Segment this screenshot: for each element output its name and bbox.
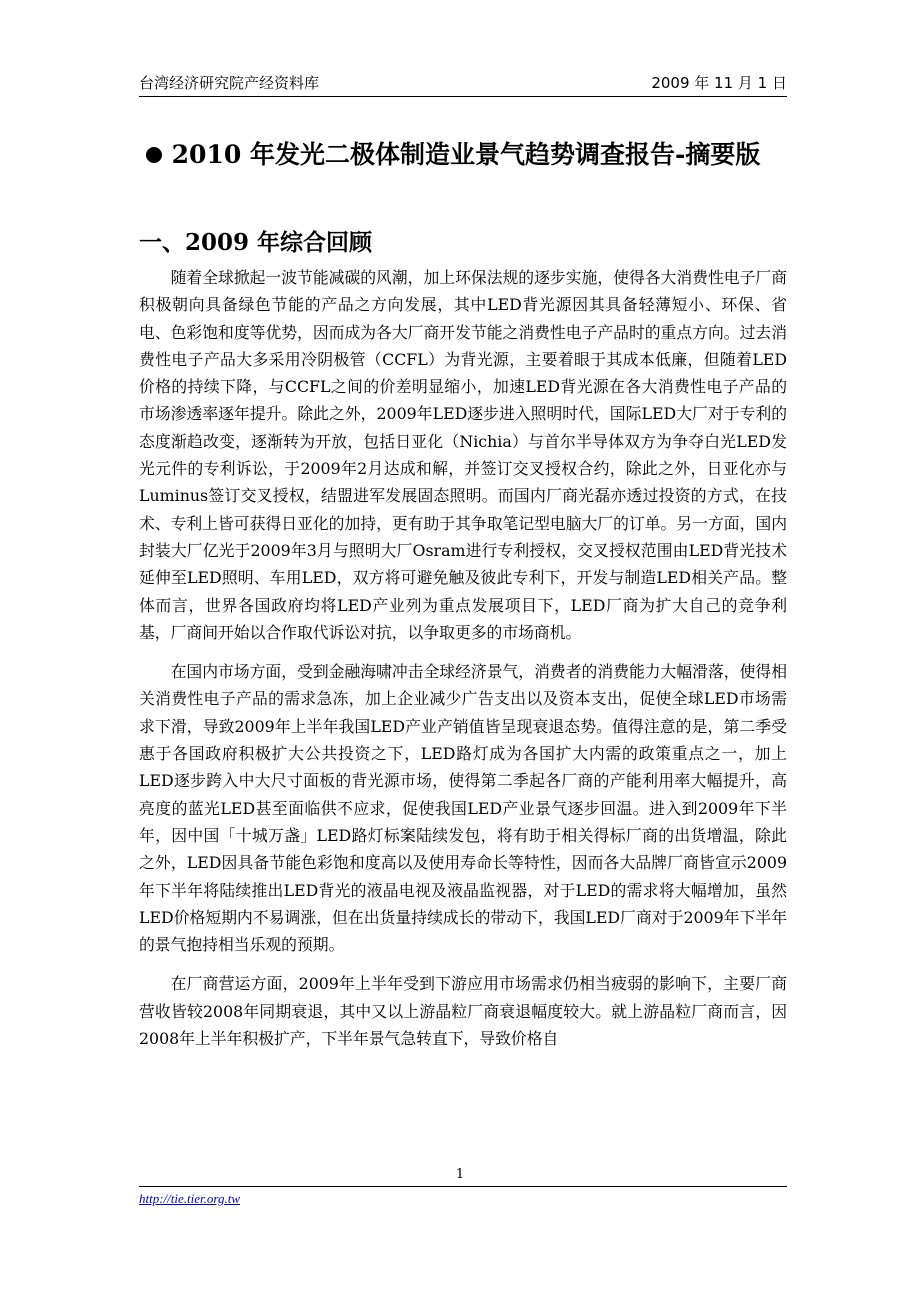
section-heading: 一、2009 年综合回顾 bbox=[139, 229, 373, 256]
page-number: 1 bbox=[455, 1167, 465, 1182]
paragraph-2: 在国内市场方面，受到金融海啸冲击全球经济景气，消费者的消费能力大幅滑落，使得相关消费性电子产品的需求急冻，加上企业减少广告支出以及资本支出，促使全球LED市场需求下滑，导致2009年上半年我国LED产业产销值皆呈现衰退态势。值得注意的是，第二季受惠于各国政府积极扩大公共投资之下，LED路灯成为各国扩大内需的政策重点之一，加上LED逐步跨入中大尺寸面板的背光源市场，使得第二季起各厂商的产能利用率大幅提升，高亮度的蓝光LED甚至面临供不应求，促使我国LED产业景气逐步回温。进入到2009年下半年，因中国「十城万盏」LED路灯标案陆续发包，将有助于相关得标厂商的出货增温，除此之外，LED因具备节能色彩饱和度高以及使用寿命长等特性，因而各大品牌厂商皆宣示2009年下半年将陆续推出LED背光的液晶电视及液晶监视器，对于LED的需求将大幅增加，虽然LED价格短期内不易调涨，但在出货量持续成长的带动下，我国LED厂商对于2009年下半年的景气抱持相当乐观的预期。 bbox=[139, 662, 787, 955]
document-title: 2010 年发光二极体制造业景气趋势调查报告-摘要版 bbox=[171, 140, 761, 169]
footer-divider bbox=[139, 1186, 787, 1187]
footer-link[interactable]: http://tie.tier.org.tw bbox=[139, 1191, 240, 1206]
header-date: 2009 年 11 月 1 日 bbox=[651, 74, 787, 92]
body-text bbox=[139, 264, 787, 1064]
header-source: 台湾经济研究院产经资料库 bbox=[139, 74, 320, 92]
paragraph-3: 在厂商营运方面，2009年上半年受到下游应用市场需求仍相当疲弱的影响下，主要厂商营收皆较2008年同期衰退，其中又以上游晶粒厂商衰退幅度较大。就上游晶粒厂商而言，因2008年上半年积极扩产，下半年景气急转直下，导致价格自 bbox=[139, 974, 787, 1049]
page-header bbox=[139, 70, 787, 97]
paragraph-1: 随着全球掀起一波节能减碳的风潮，加上环保法规的逐步实施，使得各大消费性电子厂商积极朝向具备绿色节能的产品之方向发展，其中LED背光源因其具备轻薄短小、环保、省电、色彩饱和度等优势，因而成为各大厂商开发节能之消费性电子产品时的重点方向。过去消费性电子产品大多采用冷阴极管（CCFL）为背光源，主要着眼于其成本低廉，但随着LED价格的持续下降，与CCFL之间的价差明显缩小，加速LED背光源在各大消费性电子产品的市场渗透率逐年提升。除此之外，2009年LED逐步进入照明时代，国际LED大厂对于专利的态度渐趋改变，逐渐转为开放，包括日亚化（Nichia）与首尔半导体双方为争夺白光LED发光元件的专利诉讼，于2009年2月达成和解，并签订交叉授权合约，除此之外，日亚化亦与Luminus签订交叉授权，结盟进军发展固态照明。而国内厂商光磊亦透过投资的方式，在技术、专利上皆可获得日亚化的加持，更有助于其争取笔记型电脑大厂的订单。另一方面，国内封装大厂亿光于2009年3月与照明大厂Osram进行专利授权，交叉授权范围由LED背光技术延伸至LED照明、车用LED，双方将可避免触及彼此专利下，开发与制造LED相关产品。整体而言，世界各国政府均将LED产业列为重点发展项目下，LED厂商为扩大自己的竞争利基，厂商间开始以合作取代诉讼对抗，以争取更多的市场商机。 bbox=[139, 268, 787, 642]
